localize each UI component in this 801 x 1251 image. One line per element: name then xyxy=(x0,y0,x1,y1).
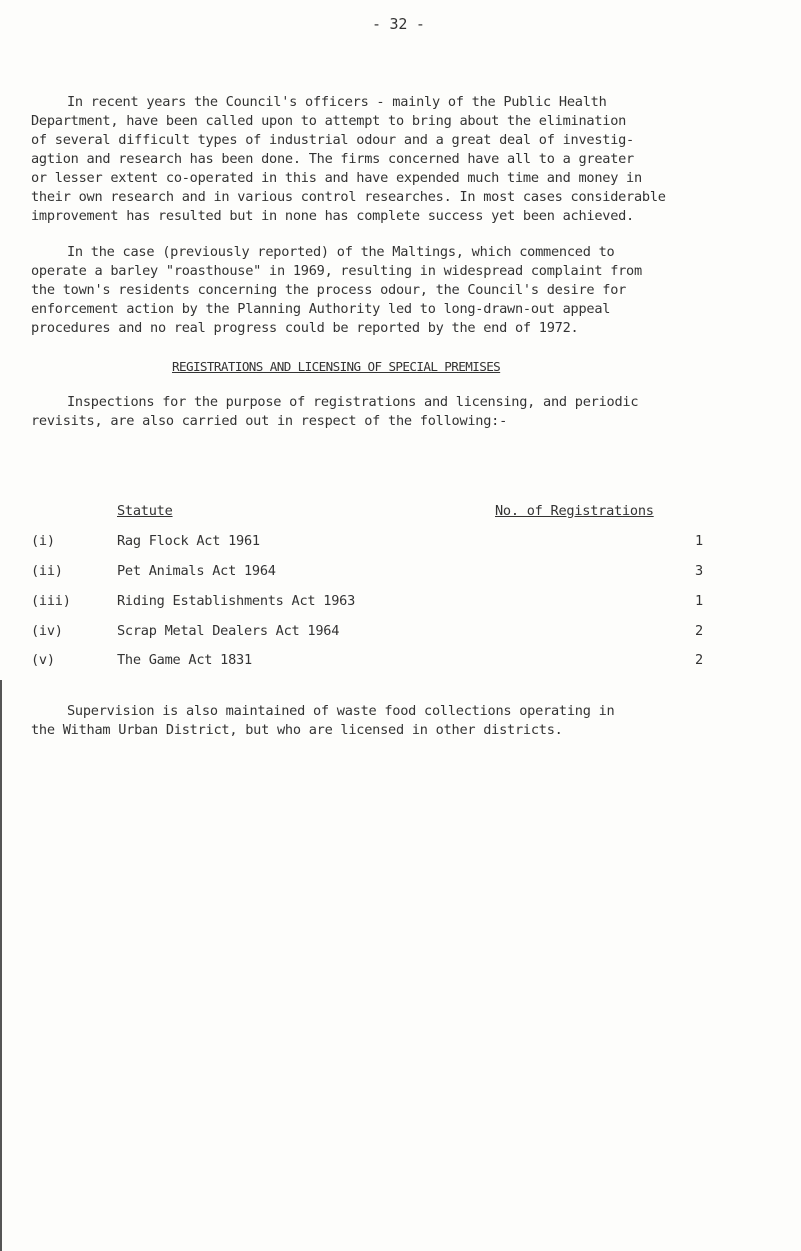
row-number: (v) xyxy=(31,652,55,668)
text-line: of several difficult types of industrial odour and a great deal of investig- xyxy=(31,132,634,148)
row-statute: The Game Act 1831 xyxy=(117,652,252,668)
row-count: 3 xyxy=(695,563,703,579)
text-line: In the case (previously reported) of the Maltings, which commenced to xyxy=(67,244,615,260)
row-count: 1 xyxy=(695,533,703,549)
page-number: - 32 - xyxy=(372,15,425,33)
text-line: the town's residents concerning the process odour, the Council's desire for xyxy=(31,282,627,298)
row-statute: Rag Flock Act 1961 xyxy=(117,533,260,549)
row-statute: Riding Establishments Act 1963 xyxy=(117,593,356,609)
row-number: (ii) xyxy=(31,563,63,579)
row-count: 1 xyxy=(695,593,703,609)
row-number: (iv) xyxy=(31,623,63,639)
row-number: (iii) xyxy=(31,593,71,609)
row-statute: Scrap Metal Dealers Act 1964 xyxy=(117,623,340,639)
text-line: operate a barley "roasthouse" in 1969, resulting in widespread complaint from xyxy=(31,263,642,279)
column-header-statute: Statute xyxy=(117,503,173,519)
text-line: improvement has resulted but in none has complete success yet been achieved. xyxy=(31,208,634,224)
text-line: revisits, are also carried out in respect of the following:- xyxy=(31,413,508,429)
text-line: In recent years the Council's officers - mainly of the Public Health xyxy=(67,94,607,110)
text-line: Inspections for the purpose of registrations and licensing, and periodic xyxy=(67,394,639,410)
row-count: 2 xyxy=(695,652,703,668)
row-number: (i) xyxy=(31,533,55,549)
row-statute: Pet Animals Act 1964 xyxy=(117,563,276,579)
text-line: the Witham Urban District, but who are licensed in other districts. xyxy=(31,722,563,738)
row-count: 2 xyxy=(695,623,703,639)
text-line: enforcement action by the Planning Authority led to long-drawn-out appeal xyxy=(31,301,611,317)
column-header-registrations: No. of Registrations xyxy=(495,503,654,519)
section-heading: REGISTRATIONS AND LICENSING OF SPECIAL PREMISES xyxy=(172,359,501,374)
scan-margin-line xyxy=(0,680,2,1251)
text-line: Supervision is also maintained of waste food collections operating in xyxy=(67,703,615,719)
text-line: procedures and no real progress could be reported by the end of 1972. xyxy=(31,320,579,336)
text-line: their own research and in various control researches. In most cases considerable xyxy=(31,189,666,205)
text-line: or lesser extent co-operated in this and have expended much time and money in xyxy=(31,170,642,186)
text-line: Department, have been called upon to attempt to bring about the elimination xyxy=(31,113,627,129)
text-line: agtion and research has been done. The firms concerned have all to a greater xyxy=(31,151,634,167)
